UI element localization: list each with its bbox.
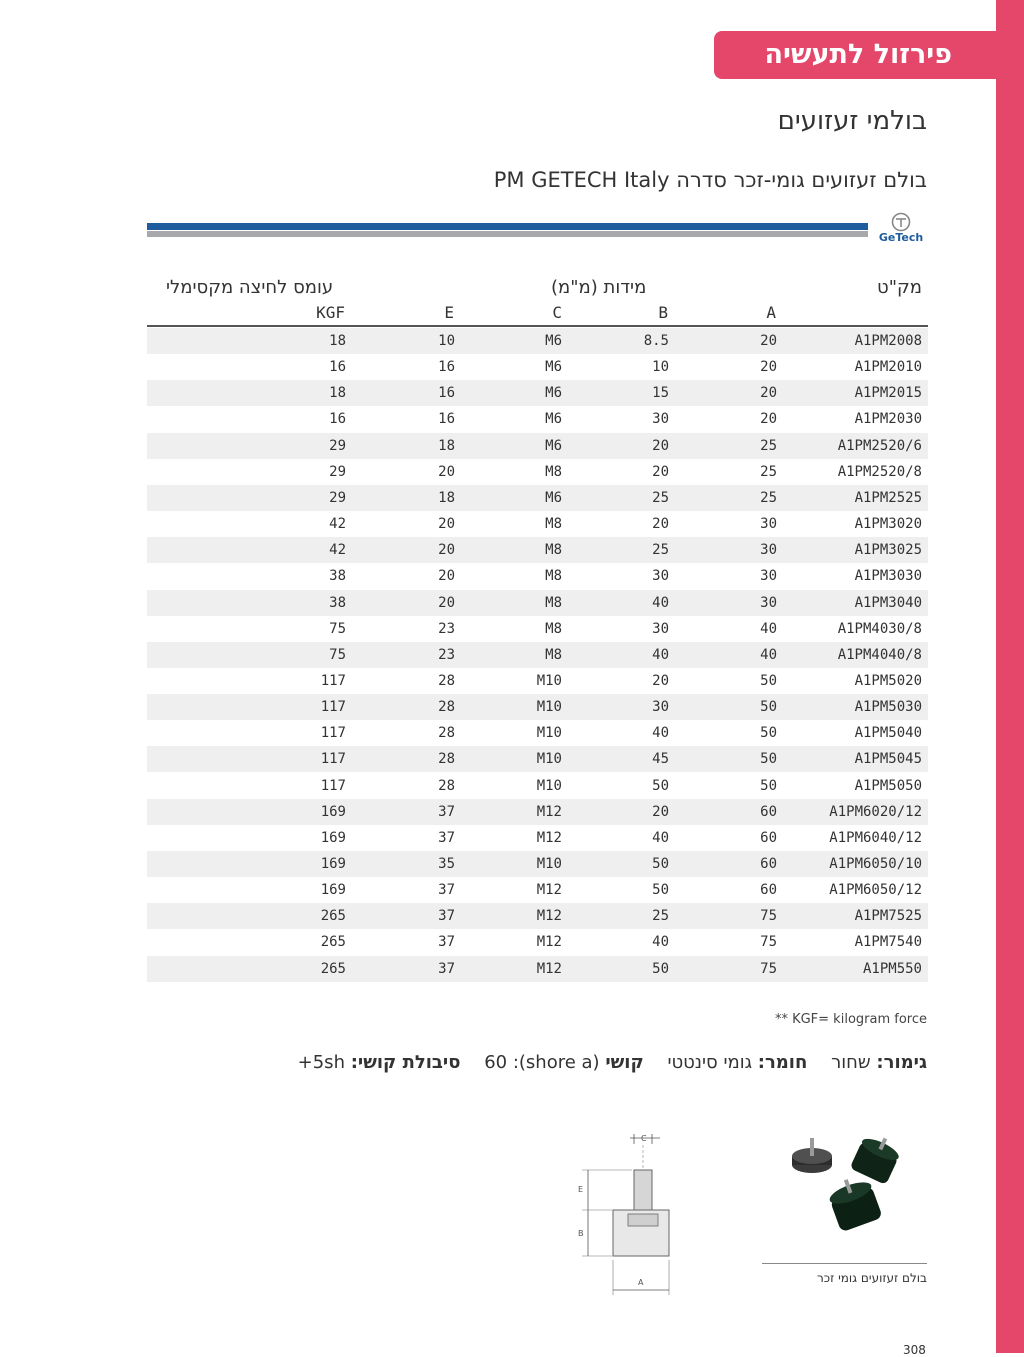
column-header-c: C (552, 303, 562, 322)
cell-a: 60 (760, 803, 777, 820)
cell-model: A1PM2525 (854, 489, 922, 506)
cell-a: 50 (760, 699, 777, 716)
cell-e: 37 (438, 960, 455, 977)
cell-a: 20 (760, 411, 777, 428)
header-stripe-blue (147, 223, 868, 230)
cell-c: M8 (545, 594, 562, 611)
cell-b: 40 (652, 829, 669, 846)
cell-model: A1PM2008 (854, 333, 922, 349)
page-title: בולמי זעזועים (777, 106, 927, 136)
cell-e: 37 (438, 882, 455, 899)
cell-kgf: 265 (320, 960, 346, 977)
cell-c: M6 (545, 359, 562, 376)
side-accent-bar (996, 0, 1024, 1353)
table-row (147, 668, 928, 694)
table-row (147, 773, 928, 799)
photo-caption: בולם זעזועים גומי זכר (816, 1271, 927, 1285)
cell-b: 50 (652, 856, 669, 872)
table-row (147, 590, 928, 616)
cell-kgf: 42 (329, 542, 346, 559)
cell-c: M10 (536, 751, 562, 768)
cell-c: M12 (536, 908, 562, 925)
cell-a: 25 (760, 463, 777, 480)
cell-b: 30 (652, 620, 669, 637)
cell-c: M8 (545, 516, 562, 532)
table-row (147, 485, 928, 511)
header-stripe-gray (147, 231, 868, 237)
tolerance-value: 5sh+ (297, 1052, 345, 1073)
cell-model: A1PM2015 (854, 385, 922, 402)
cell-model: A1PM5030 (854, 699, 922, 716)
cell-b: 20 (652, 673, 669, 689)
cell-b: 25 (652, 542, 669, 559)
cell-b: 40 (652, 725, 669, 742)
cell-b: 50 (652, 960, 669, 977)
header-model: מק"ט (877, 277, 922, 298)
cell-kgf: 117 (320, 673, 346, 689)
cell-c: M6 (545, 385, 562, 402)
cell-b: 30 (652, 699, 669, 716)
cell-a: 30 (760, 542, 777, 559)
cell-model: A1PM6050/12 (829, 882, 922, 899)
table-row (147, 956, 928, 982)
cell-e: 20 (438, 594, 455, 611)
table-header-divider (147, 325, 928, 327)
cell-model: A1PM5050 (854, 777, 922, 794)
header-max-load: עומס לחיצה מקסימלי (166, 277, 334, 298)
table-row (147, 746, 928, 772)
technical-drawing (572, 1130, 682, 1300)
table-row (147, 642, 928, 668)
cell-a: 75 (760, 934, 777, 951)
cell-kgf: 169 (320, 803, 346, 820)
table-row (147, 616, 928, 642)
cell-model: A1PM5045 (854, 751, 922, 768)
cell-b: 20 (652, 803, 669, 820)
cell-model: A1PM6040/12 (829, 829, 922, 846)
cell-c: M10 (536, 856, 562, 872)
cell-c: M6 (545, 489, 562, 506)
cell-kgf: 18 (329, 333, 346, 349)
table-row (147, 851, 928, 877)
cell-a: 30 (760, 516, 777, 532)
cell-a: 50 (760, 777, 777, 794)
cell-kgf: 169 (320, 882, 346, 899)
column-header-e: E (444, 303, 454, 322)
cell-kgf: 38 (329, 594, 346, 611)
column-header-kgf: KGF (316, 303, 345, 322)
table-row (147, 903, 928, 929)
cell-a: 60 (760, 856, 777, 872)
cell-a: 60 (760, 882, 777, 899)
cell-e: 28 (438, 777, 455, 794)
table-row (147, 799, 928, 825)
cell-e: 28 (438, 751, 455, 768)
cell-kgf: 29 (329, 437, 346, 454)
cell-e: 20 (438, 516, 455, 532)
cell-kgf: 42 (329, 516, 346, 532)
cell-kgf: 18 (329, 385, 346, 402)
cell-b: 20 (652, 463, 669, 480)
cell-b: 8.5 (643, 333, 669, 349)
cell-model: A1PM7540 (854, 934, 922, 951)
table-row (147, 380, 928, 406)
getech-logo (872, 212, 930, 252)
table-row (147, 328, 928, 354)
table-row (147, 433, 928, 459)
table-row (147, 537, 928, 563)
cell-e: 18 (438, 437, 455, 454)
cell-a: 40 (760, 646, 777, 663)
cell-e: 16 (438, 411, 455, 428)
table-row (147, 459, 928, 485)
cell-model: A1PM4040/8 (837, 646, 922, 663)
cell-a: 50 (760, 725, 777, 742)
cell-e: 28 (438, 725, 455, 742)
cell-b: 25 (652, 489, 669, 506)
cell-c: M12 (536, 960, 562, 977)
cell-kgf: 29 (329, 489, 346, 506)
cell-a: 50 (760, 751, 777, 768)
cell-model: A1PM3030 (854, 568, 922, 585)
cell-kgf: 117 (320, 725, 346, 742)
page-subtitle: בולם זעזועים גומי-זכר סדרה PM GETECH Italy (493, 168, 927, 192)
material-specs (298, 1052, 927, 1073)
cell-b: 30 (652, 411, 669, 428)
table-row (147, 929, 928, 955)
cell-model: A1PM6050/10 (829, 856, 922, 872)
cell-c: M6 (545, 333, 562, 349)
cell-a: 40 (760, 620, 777, 637)
getech-logo-icon (890, 212, 912, 232)
cell-kgf: 16 (329, 411, 346, 428)
dim-label-b: B (578, 1229, 584, 1238)
cell-kgf: 265 (320, 908, 346, 925)
material-label: חומר: (757, 1052, 808, 1073)
cell-c: M12 (536, 882, 562, 899)
tolerance-label: סיבולת קושי: (350, 1052, 461, 1073)
cell-a: 20 (760, 333, 777, 349)
cell-c: M8 (545, 463, 562, 480)
table-row (147, 720, 928, 746)
photo-divider (762, 1263, 927, 1264)
cell-e: 35 (438, 856, 455, 872)
cell-e: 37 (438, 829, 455, 846)
material-value: גומי סינטטי (667, 1052, 753, 1073)
table-row (147, 511, 928, 537)
cell-kgf: 117 (320, 699, 346, 716)
cell-kgf: 169 (320, 856, 346, 872)
cell-model: A1PM2520/8 (837, 463, 922, 480)
cell-kgf: 75 (329, 646, 346, 663)
table-row (147, 354, 928, 380)
cell-a: 75 (760, 908, 777, 925)
cell-b: 20 (652, 516, 669, 532)
cell-kgf: 16 (329, 359, 346, 376)
cell-e: 16 (438, 359, 455, 376)
cell-e: 37 (438, 803, 455, 820)
cell-c: M8 (545, 620, 562, 637)
cell-a: 25 (760, 437, 777, 454)
cell-kgf: 75 (329, 620, 346, 637)
cell-model: A1PM4030/8 (837, 620, 922, 637)
finish-label: גימור: (876, 1052, 927, 1073)
cell-b: 50 (652, 777, 669, 794)
table-row (147, 877, 928, 903)
cell-a: 75 (760, 960, 777, 977)
cell-c: M8 (545, 542, 562, 559)
dim-label-c: C (641, 1134, 647, 1143)
cell-kgf: 29 (329, 463, 346, 480)
table-row (147, 694, 928, 720)
cell-c: M12 (536, 934, 562, 951)
cell-kgf: 38 (329, 568, 346, 585)
column-header-b: B (658, 303, 668, 322)
cell-model: A1PM550 (862, 960, 922, 977)
cell-model: A1PM2010 (854, 359, 922, 376)
cell-e: 20 (438, 542, 455, 559)
footnote: ** KGF= kilogram force (774, 1012, 927, 1027)
cell-e: 37 (438, 908, 455, 925)
cell-c: M6 (545, 411, 562, 428)
cell-b: 45 (652, 751, 669, 768)
cell-c: M6 (545, 437, 562, 454)
table-row (147, 825, 928, 851)
cell-model: A1PM3040 (854, 594, 922, 611)
hardness-value: (shore a): 60 (484, 1052, 600, 1073)
cell-kgf: 169 (320, 829, 346, 846)
cell-e: 23 (438, 620, 455, 637)
getech-logo-text: GeTech (878, 231, 924, 244)
cell-b: 10 (652, 359, 669, 376)
cell-e: 28 (438, 673, 455, 689)
cell-c: M8 (545, 646, 562, 663)
cell-b: 40 (652, 934, 669, 951)
hardness-label: קושי (605, 1052, 644, 1073)
cell-c: M12 (536, 803, 562, 820)
cell-kgf: 117 (320, 777, 346, 794)
page-number: 308 (903, 1343, 926, 1357)
cell-b: 25 (652, 908, 669, 925)
cell-model: A1PM2520/6 (837, 437, 922, 454)
cell-a: 20 (760, 359, 777, 376)
product-photo (764, 1128, 928, 1252)
cell-kgf: 265 (320, 934, 346, 951)
dim-label-e: E (578, 1185, 584, 1194)
cell-a: 30 (760, 594, 777, 611)
finish-value: שחור (831, 1052, 871, 1073)
cell-model: A1PM3020 (854, 516, 922, 532)
header-dimensions: מידות (מ"מ) (551, 277, 647, 298)
cell-b: 50 (652, 882, 669, 899)
cell-model: A1PM3025 (854, 542, 922, 559)
cell-c: M12 (536, 829, 562, 846)
cell-c: M8 (545, 568, 562, 585)
cell-b: 40 (652, 594, 669, 611)
column-header-a: A (766, 303, 776, 322)
cell-model: A1PM5020 (854, 673, 922, 689)
cell-e: 20 (438, 568, 455, 585)
cell-c: M10 (536, 777, 562, 794)
cell-a: 25 (760, 489, 777, 506)
cell-e: 18 (438, 489, 455, 506)
cell-c: M10 (536, 673, 562, 689)
cell-c: M10 (536, 725, 562, 742)
cell-e: 20 (438, 463, 455, 480)
cell-model: A1PM5040 (854, 725, 922, 742)
table-row (147, 563, 928, 589)
cell-a: 50 (760, 673, 777, 689)
cell-a: 30 (760, 568, 777, 585)
cell-model: A1PM2030 (854, 411, 922, 428)
cell-e: 37 (438, 934, 455, 951)
table-row (147, 406, 928, 432)
cell-kgf: 117 (320, 751, 346, 768)
cell-e: 10 (438, 333, 455, 349)
cell-b: 30 (652, 568, 669, 585)
cell-c: M10 (536, 699, 562, 716)
cell-model: A1PM6020/12 (829, 803, 922, 820)
cell-a: 60 (760, 829, 777, 846)
cell-e: 28 (438, 699, 455, 716)
cell-b: 40 (652, 646, 669, 663)
cell-b: 15 (652, 385, 669, 402)
cell-a: 20 (760, 385, 777, 402)
cell-e: 23 (438, 646, 455, 663)
cell-b: 20 (652, 437, 669, 454)
cell-e: 16 (438, 385, 455, 402)
dim-label-a: A (638, 1278, 644, 1287)
cell-model: A1PM7525 (854, 908, 922, 925)
section-banner: פירזול לתעשיה (714, 31, 996, 79)
